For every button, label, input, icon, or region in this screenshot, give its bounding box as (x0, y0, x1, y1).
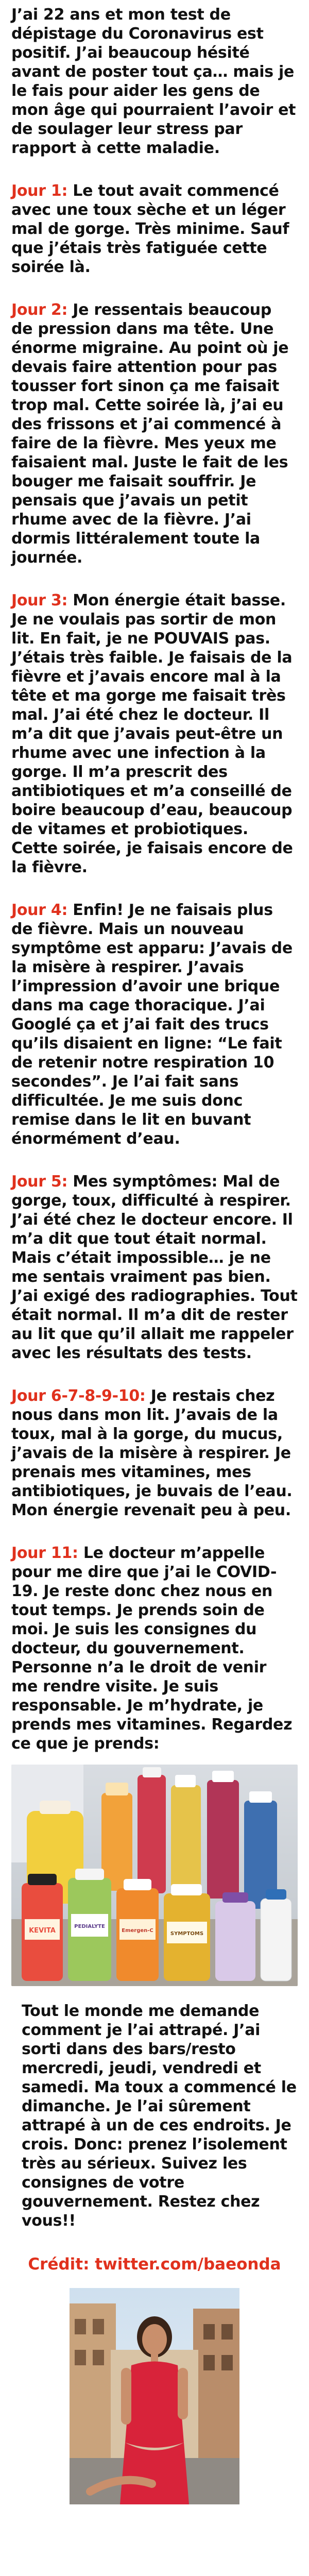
medicine-photo (11, 1765, 298, 1986)
day-text: Je restais chez nous dans mon lit. J’avais de la toux, mal à la gorge, du mucus, j’avais de la misère à respirer. Je prenais mes vitamines, mes antibiotiques, je buvais de l’eau. Mon énergie revenait peu à peu. (11, 1387, 293, 1519)
bottle-label: Emergen-C (122, 1928, 153, 1934)
day-2-paragraph (11, 300, 298, 567)
day-text: Le docteur m’appelle pour me dire que j’ai le COVID-19. Je reste donc chez nous en tout temps. Je prends soin de moi. Je suis les consignes du docteur, du gouvernement. Personne n’a le droit de venir me rendre visite. Je suis responsable. Je m’hydrate, je prends mes vitamines. Regardez ce que je prends: (11, 1544, 293, 1753)
day-5-paragraph (11, 1172, 298, 1363)
bottle-label: PEDIALYTE (74, 1924, 105, 1929)
day-3-paragraph (11, 591, 298, 877)
day-label: Jour 1: (11, 182, 68, 200)
day-text: Mon énergie était basse. Je ne voulais pas sortir de mon lit. En fait, je ne POUVAIS pas. J’étais très faible. Je faisais de la fièvre et j’avais encore mal à la tête et ma gorge me faisait très mal. J’ai été chez le docteur. Il m’a dit que j’avais peut-être un rhume avec une infection à la gorge. Il m’a prescrit des antibiotiques et m’a conseillé de boire beaucoup d’eau, beaucoup de vitames et probiotiques. Cette soirée, je faisais encore de la fièvre. (11, 591, 293, 876)
person-photo (70, 2288, 239, 2504)
intro-paragraph: J’ai 22 ans et mon test de dépistage du Coronavirus est positif. J’ai beaucoup hésité avant de poster tout ça… mais je le fais pour aider les gens de mon âge qui pourraient l’avoir et de soulager leur stress par rapport à cette maladie. (11, 6, 296, 157)
day-label: Jour 5: (11, 1173, 68, 1191)
credit-link[interactable]: Crédit: twitter.com/baeonda (28, 2255, 281, 2274)
final-paragraph: Tout le monde me demande comment je l’ai attrapé. J’ai sorti dans des bars/resto mercredi, jeudi, vendredi et samedi. Ma toux a commencé le dimanche. Je l’ai sûrement attrapé à un de ces endroits. Je crois. Donc: prenez l’isolement très au sérieux. Suivez les consignes de votre gouvernement. Restez chez vous!! (22, 2002, 297, 2230)
bottle-label: KEVITA (29, 1927, 56, 1935)
day-text: Je ressentais beaucoup de pression dans ma tête. Une énorme migraine. Au point où je devais faire attention pour pas tousser fort sinon ça me faisait trop mal. Cette soirée là, j’ai eu des frissons et j’ai commencé à faire de la fièvre. Mes yeux me faisaient mal. Juste le fait de les bouger me faisait souffrir. Je pensais que j’avais un petit rhume avec de la fièvre. J’ai dormis littéralement toute la journée. (11, 301, 289, 567)
street-photo-image (70, 2288, 239, 2504)
day-text: Enfin! Je ne faisais plus de fièvre. Mais un nouveau symptôme est apparu: J’avais de la misère à respirer. J’avais l’impression d’avoir une brique dans ma cage thoracique. J’ai Googlé ça et j’ai fait des trucs qu’ils disaient en ligne: “Le fait de retenir notre respiration 10 secondes”. Je l’ai fait sans difficultée. Je me suis donc remise dans le lit en buvant énormément d’eau. (11, 901, 293, 1148)
day-text: Mes symptômes: Mal de gorge, toux, difficulté à respirer. J’ai été chez le docteur encore. Il m’a dit que tout était normal. Mais c’était impossible… je ne me sentais vraiment pas bien. J’ai exigé des radiographies. Tout était normal. Il m’a dit de rester au lit que qu’il allait me rappeler avec les résultats des tests. (11, 1173, 298, 1362)
day-text: Le tout avait commencé avec une toux sèche et un léger mal de gorge. Très minime. Sauf que j’étais très fatiguée cette soirée là. (11, 182, 289, 276)
day-label: Jour 3: (11, 591, 68, 609)
day-label: Jour 2: (11, 301, 68, 319)
bottle-label: SYMPTOMS (170, 1931, 204, 1937)
day-label: Jour 11: (11, 1544, 78, 1562)
medicine-bottles-image (11, 1765, 298, 1986)
day-label: Jour 6-7-8-9-10: (11, 1387, 146, 1405)
day-6-10-paragraph (11, 1386, 298, 1520)
day-4-paragraph (11, 901, 298, 1148)
day-1-paragraph (11, 181, 298, 277)
day-label: Jour 4: (11, 901, 68, 919)
day-11-paragraph (11, 1544, 298, 1753)
